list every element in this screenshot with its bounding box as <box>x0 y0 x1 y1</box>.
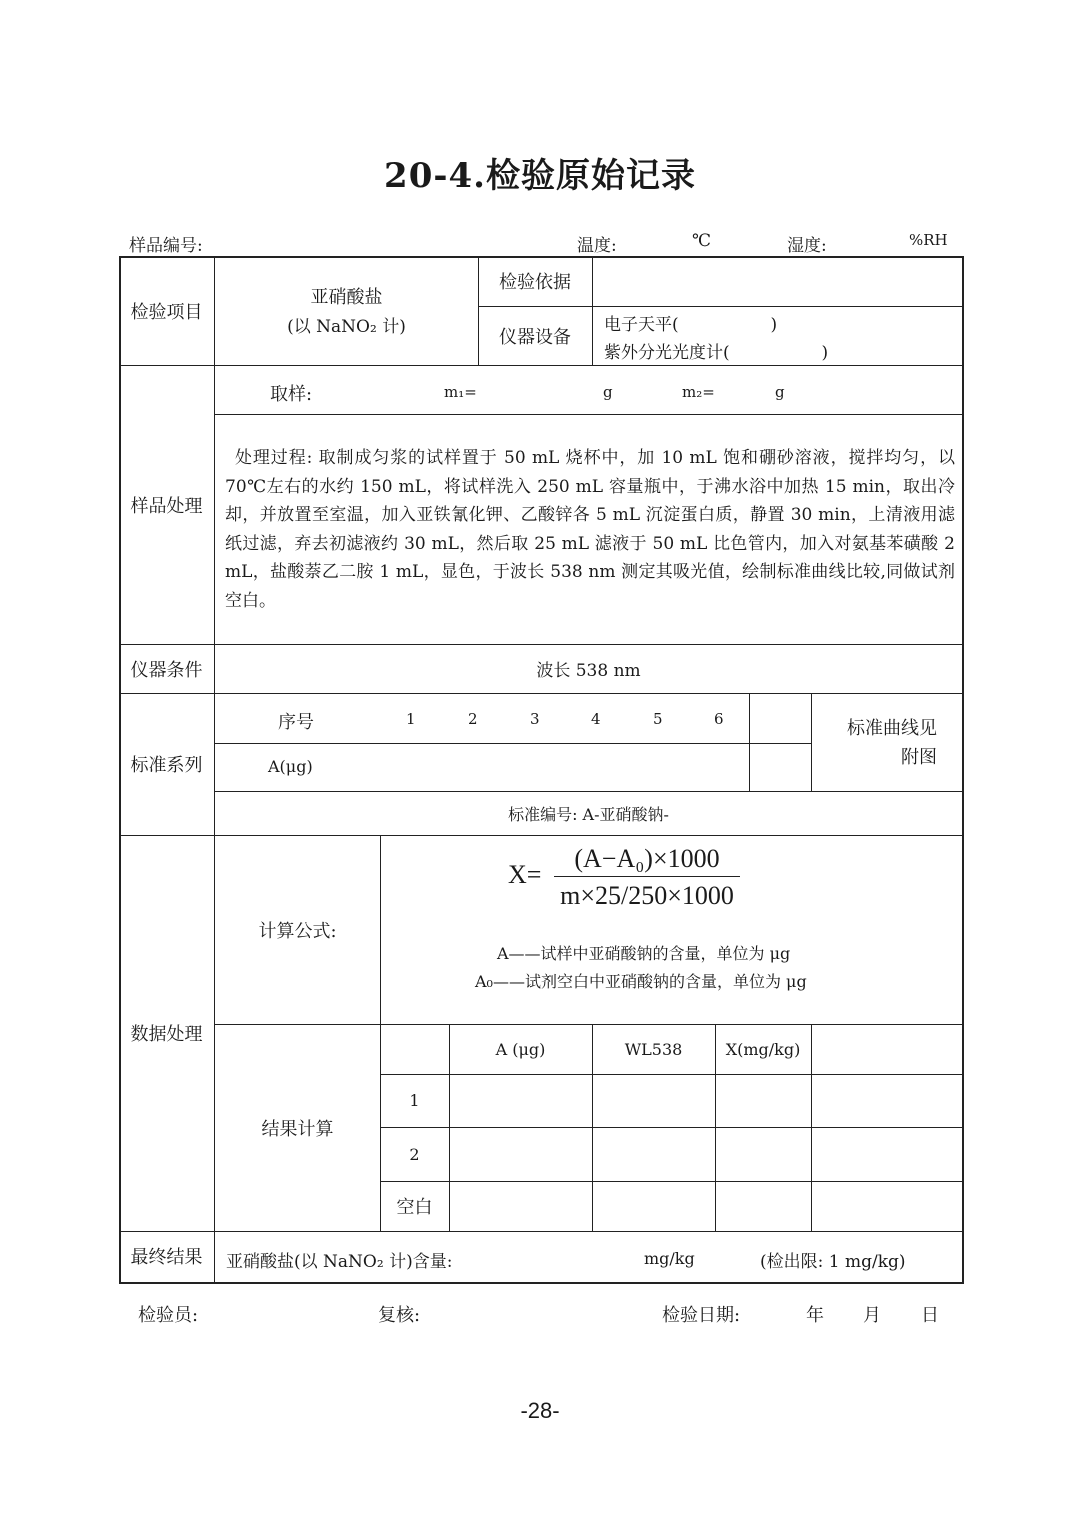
result-row-label: 1 <box>409 1091 420 1110</box>
instrument-conditions-label: 仪器条件 <box>130 659 203 681</box>
seq-number: 4 <box>591 710 601 728</box>
temperature-unit: ℃ <box>692 231 712 251</box>
curve-note: 标准曲线见附图 <box>847 718 937 768</box>
page-title: 20-4.检验原始记录 <box>384 156 696 196</box>
sample-processing-label: 样品处理 <box>130 495 203 517</box>
m2-unit: g <box>775 383 785 401</box>
result-col-header <box>811 1024 962 1074</box>
final-result-unit: mg/kg <box>644 1249 695 1268</box>
result-col-header: X(mg/kg) <box>725 1039 801 1059</box>
month-label: 月 <box>863 1305 881 1326</box>
formula-numerator: (A−A₀)×1000 <box>574 844 720 873</box>
final-result-label: 最终结果 <box>130 1247 203 1268</box>
formula-label: 计算公式: <box>258 920 337 942</box>
result-row-label: 空白 <box>396 1197 433 1218</box>
day-label: 日 <box>921 1305 939 1326</box>
result-col-header: WL538 <box>624 1039 683 1059</box>
inspection-date-label: 检验日期: <box>662 1305 741 1326</box>
temperature-label: 温度: <box>577 236 617 256</box>
row-divider <box>119 693 962 694</box>
procedure-text: 处理过程: 取制成匀浆的试样置于 50 mL 烧杯中，加 10 mL 饱和硼砂溶液，搅拌均匀，以 70℃左右的水约 150 mL，将试样洗入 250 mL 容量瓶中，于沸水浴中加热 15 min，取出冷却，并放置至室温，加入亚铁氰化钾、乙酸锌各 5 mL 沉淀蛋白质，静置 30 min，上清液用滤纸过滤，弃去初滤液约 30 mL，然后取 25 mL 滤液于 50 mL 比色管内，加入对氨基苯磺酸 2 mL，盐酸萘乙二胺 1 mL，显色，于波长 538 nm 测定其吸光值，绘制标准曲线比较,同做试剂空白。 <box>225 448 955 611</box>
m1-label: m₁= <box>444 383 477 401</box>
sample-no-label: 样品编号: <box>129 236 203 256</box>
inspector-label: 检验员: <box>138 1305 199 1326</box>
equipment-label: 仪器设备 <box>499 326 571 348</box>
column-divider <box>811 693 812 791</box>
row-divider <box>380 1127 962 1128</box>
humidity-unit: %RH <box>909 231 948 249</box>
calculation-formula <box>508 842 748 914</box>
row-divider <box>215 414 962 415</box>
row-divider <box>119 365 962 366</box>
item-label: 检验项目 <box>130 301 203 323</box>
equipment-balance: 电子天平( ) <box>604 314 778 335</box>
basis-label: 检验依据 <box>499 272 571 293</box>
item-name: 亚硝酸盐 <box>310 287 383 308</box>
definition-a: A——试样中亚硝酸钠的含量，单位为 μg <box>497 944 791 963</box>
result-col-header <box>380 1024 449 1074</box>
seq-number: 1 <box>406 710 416 728</box>
year-label: 年 <box>806 1305 824 1326</box>
seq-label: 序号 <box>278 712 314 733</box>
column-divider <box>592 256 593 365</box>
reviewer-label: 复核: <box>378 1305 421 1326</box>
result-calc-label: 结果计算 <box>261 1118 334 1140</box>
m1-unit: g <box>603 383 613 401</box>
sampling-label: 取样: <box>270 384 313 405</box>
column-divider <box>749 693 750 791</box>
page-number: -28- <box>520 1398 560 1423</box>
item-note: (以 NaNO₂ 计) <box>287 316 406 337</box>
seq-number: 6 <box>714 710 724 728</box>
row-divider <box>380 1181 962 1182</box>
final-result-content: 亚硝酸盐(以 NaNO₂ 计)含量: <box>226 1252 453 1272</box>
humidity-label: 湿度: <box>787 236 827 256</box>
m2-label: m₂= <box>682 383 715 401</box>
standard-number: 标准编号: A-亚硝酸钠- <box>508 804 669 824</box>
row-divider <box>215 743 811 744</box>
seq-number: 2 <box>468 710 478 728</box>
seq-number: 3 <box>530 710 540 728</box>
standard-series-label: 标准系列 <box>130 755 203 776</box>
formula-lhs: X= <box>508 860 542 889</box>
equipment-spectrophotometer: 紫外分光光度计( ) <box>604 342 829 363</box>
a-ug-label: A(μg) <box>268 757 313 776</box>
basis-value <box>600 256 955 306</box>
seq-number: 5 <box>653 710 663 728</box>
result-row-label: 2 <box>409 1144 420 1164</box>
detection-limit: (检出限: 1 mg/kg) <box>760 1252 906 1272</box>
formula-denominator: m×25/250×1000 <box>560 881 734 910</box>
data-processing-label: 数据处理 <box>130 1024 203 1045</box>
row-divider <box>119 1231 962 1232</box>
result-col-header: A (μg) <box>495 1039 546 1059</box>
instrument-conditions-value: 波长 538 nm <box>536 661 641 681</box>
row-divider <box>380 1074 962 1075</box>
definition-a0: A₀——试剂空白中亚硝酸钠的含量，单位为 μg <box>475 972 807 991</box>
